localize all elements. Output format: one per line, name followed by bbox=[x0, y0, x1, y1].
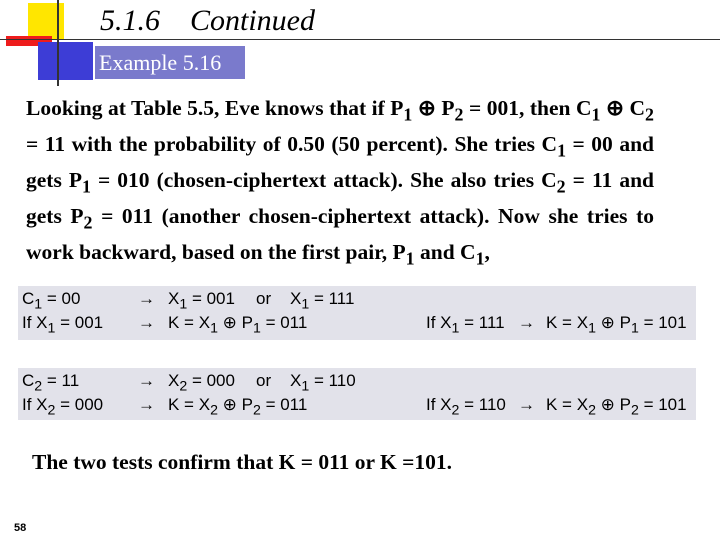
derivation-row bbox=[18, 395, 696, 417]
math-expression: If $X_1 = 001$ bbox=[22, 313, 104, 337]
conclusion-text: The two tests confirm that K = 011 or K =101. bbox=[32, 450, 453, 474]
subscript: 2 bbox=[645, 104, 654, 125]
math-expression: $X_1 = 111$ bbox=[290, 289, 355, 313]
derivation-row bbox=[18, 313, 696, 335]
math-expression: $K = X_2$ ⊕ $P_2 = 101$ bbox=[546, 395, 687, 419]
arrow-icon: → bbox=[518, 395, 535, 414]
math-expression: $K = X_1$ ⊕ $P_1 = 011$ bbox=[168, 313, 308, 337]
body-text: = 11 with the probability of 0.50 (50 percent). She tries C bbox=[26, 131, 558, 156]
arrow-icon: → bbox=[138, 289, 155, 308]
body-text: = 00 and gets P bbox=[26, 131, 654, 192]
math-expression: $K = X_1$ ⊕ $P_1 = 101$ bbox=[546, 313, 687, 337]
decorative-horizontal-rule bbox=[0, 39, 720, 40]
body-text: and C bbox=[414, 239, 476, 264]
subscript: 2 bbox=[556, 176, 566, 197]
body-text: = 001, then C bbox=[463, 96, 592, 120]
subscript: 1 bbox=[405, 247, 415, 268]
slide-title: 5.1.6 Continued bbox=[100, 4, 315, 37]
decorative-blue-square bbox=[38, 42, 93, 80]
derivation-box-1 bbox=[18, 286, 696, 340]
subscript: 1 bbox=[475, 247, 485, 268]
math-expression: If $X_1 = 111$ bbox=[426, 313, 505, 337]
example-label: Example 5.16 bbox=[99, 50, 222, 75]
page-number: 58 bbox=[14, 522, 27, 534]
math-expression: If $X_2 = 110$ bbox=[426, 395, 506, 419]
body-text: = 11 and gets P bbox=[26, 167, 654, 228]
derivation-box-2 bbox=[18, 368, 696, 420]
math-expression: If $X_2 = 000$ bbox=[22, 395, 104, 419]
math-expression: $X_1 = 001$ bbox=[168, 289, 235, 313]
subscript: 1 bbox=[557, 140, 567, 161]
body-text: ⊕ P bbox=[412, 96, 455, 120]
arrow-icon: → bbox=[138, 395, 155, 414]
body-text: , bbox=[484, 239, 490, 264]
subscript: 1 bbox=[403, 104, 413, 125]
decorative-vertical-rule bbox=[57, 0, 59, 86]
math-expression: $X_1 = 110$ bbox=[290, 371, 356, 395]
subscript: 1 bbox=[82, 176, 91, 197]
derivation-row bbox=[18, 289, 696, 311]
or-word: or bbox=[256, 371, 272, 390]
derivation-row bbox=[18, 371, 696, 393]
arrow-icon: → bbox=[518, 313, 535, 332]
math-expression: $X_2 = 000$ bbox=[168, 371, 235, 395]
math-expression: $C_1 = 00$ bbox=[22, 289, 81, 313]
subscript: 2 bbox=[454, 104, 464, 125]
subscript: 2 bbox=[83, 211, 93, 232]
body-text: = 011 (another chosen-ciphertext attack). Now she tries to work backward, based on the first pair, P bbox=[26, 203, 654, 264]
arrow-icon: → bbox=[138, 313, 155, 332]
subscript: 1 bbox=[591, 104, 601, 125]
body-text: ⊕ C bbox=[600, 96, 646, 120]
math-expression: $K = X_2$ ⊕ $P_2 = 011$ bbox=[168, 395, 308, 419]
body-text: Looking at Table 5.5, Eve knows that if P bbox=[26, 96, 404, 120]
or-word: or bbox=[256, 289, 272, 308]
arrow-icon: → bbox=[138, 371, 155, 390]
body-paragraph bbox=[26, 94, 654, 273]
math-expression: $C_2 = 11$ bbox=[22, 371, 80, 395]
body-text: = 010 (chosen-ciphertext attack). She also tries C bbox=[90, 167, 557, 192]
